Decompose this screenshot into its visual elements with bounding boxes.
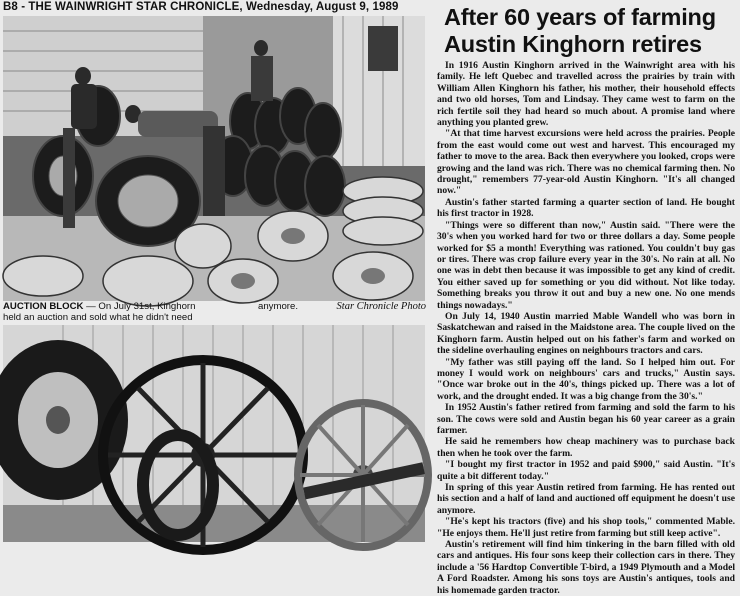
article-paragraph: "I bought my first tractor in 1952 and paid $900," said Austin. "It's quite a bit different today." xyxy=(437,459,735,482)
article-paragraph: In 1952 Austin's father retired from farming and sold the farm to his son. The cows were sold and Austin began his 60 year career as a grain farmer. xyxy=(437,402,735,436)
newspaper-masthead: B8 - THE WAINWRIGHT STAR CHRONICLE, Wednesday, August 9, 1989 xyxy=(3,1,399,13)
article-paragraph: Austin's retirement will find him tinkering in the barn filled with old cars and antiques. His four sons keep their collection cars in there. They include a '56 Hardtop Convertible T-bird, a 1949 Plymouth and a Model A Ford Roadster. Among his sons toys are Austin's antiques, tools and his homemade garden tractor. xyxy=(437,539,735,596)
caption-lead: AUCTION BLOCK xyxy=(3,301,84,312)
article-paragraph: "My father was still paying off the land. So I helped him out. For money I would work on neighbours' cars and trucks," Austin says. "Once war broke out in the 40's, things picked up. There was a lot of work, and the drought ended. It was a big change from the 30's." xyxy=(437,356,735,402)
auction-photo-illustration xyxy=(3,16,425,301)
photo-credit: Star Chronicle Photo xyxy=(336,301,426,312)
headline-line-1: After 60 years of farming xyxy=(444,4,716,30)
article-headline xyxy=(444,4,740,57)
headline-line-2: Austin Kinghorn retires xyxy=(444,30,702,57)
photo-caption xyxy=(3,302,428,324)
wheels-photo-illustration xyxy=(3,325,425,542)
article-paragraph: "He's kept his tractors (five) and his shop tools," commented Mable. "He enjoys them. He'll just retire from farming but still keep active". xyxy=(437,516,735,539)
article-paragraph: He said he remembers how cheap machinery was to purchase back then when he took over the farm. xyxy=(437,436,735,459)
auction-photo xyxy=(3,16,425,301)
caption-line-2: held an auction and sold what he didn't need xyxy=(3,311,193,323)
caption-anymore: anymore. xyxy=(258,301,298,312)
article-paragraph: In spring of this year Austin retired from farming. He has rented out his section and a half of land and auctioned off equipment he doesn't use anymore. xyxy=(437,482,735,516)
article-paragraph: "At that time harvest excursions were held across the prairies. People from the east would come out west and harvest. This encouraged my father to move to the area. Back then everywhere you looked, crops were growing and the land was rich. There was no chemical farming then. No drought," remembers 77-year-old Austin Kinghorn. "It's all changed now." xyxy=(437,128,735,197)
article-paragraph: Austin's father started farming a quarter section of land. He bought his first tractor in 1928. xyxy=(437,196,735,220)
article-paragraph: In 1916 Austin Kinghorn arrived in the Wainwright area with his family. He left Quebec and travelled across the prairies by train with William Allen Kinghorn his father, his mother, their household effects and two old horses, Tom and Lindsay. They came west to farm on the rich fertile soil they had heard so much about. A promise land where anything you planted grew. xyxy=(437,60,735,129)
article-paragraph: "Things were so different than now," Austin said. "There were the 30's when you worked hard for two or three dollars a day. Some people worked for $5 a month! Everything was rationed. You couldn't buy gas or tires. There was crop failure every year in the 30's. No rain at all. No one was in debt then because it was impossible to get any kind of credit. You either saved up for something or you did without. Not like today. Something breaks you throw it out and buy a new one. No one mends things nowadays." xyxy=(437,219,735,311)
article-body xyxy=(437,60,735,596)
wheels-photo xyxy=(3,325,425,542)
caption-line-1: — On July 31st, Kinghorn xyxy=(83,301,196,312)
article-paragraph: On July 14, 1940 Austin married Mable Wandell who was born in Saskatchewan and raised in the Maidstone area. The couple lived on the Kinghorn farm. Austin helped out on his father's farm and worked on the sideline overhauling engines on neighbours tractors and cars. xyxy=(437,310,735,357)
